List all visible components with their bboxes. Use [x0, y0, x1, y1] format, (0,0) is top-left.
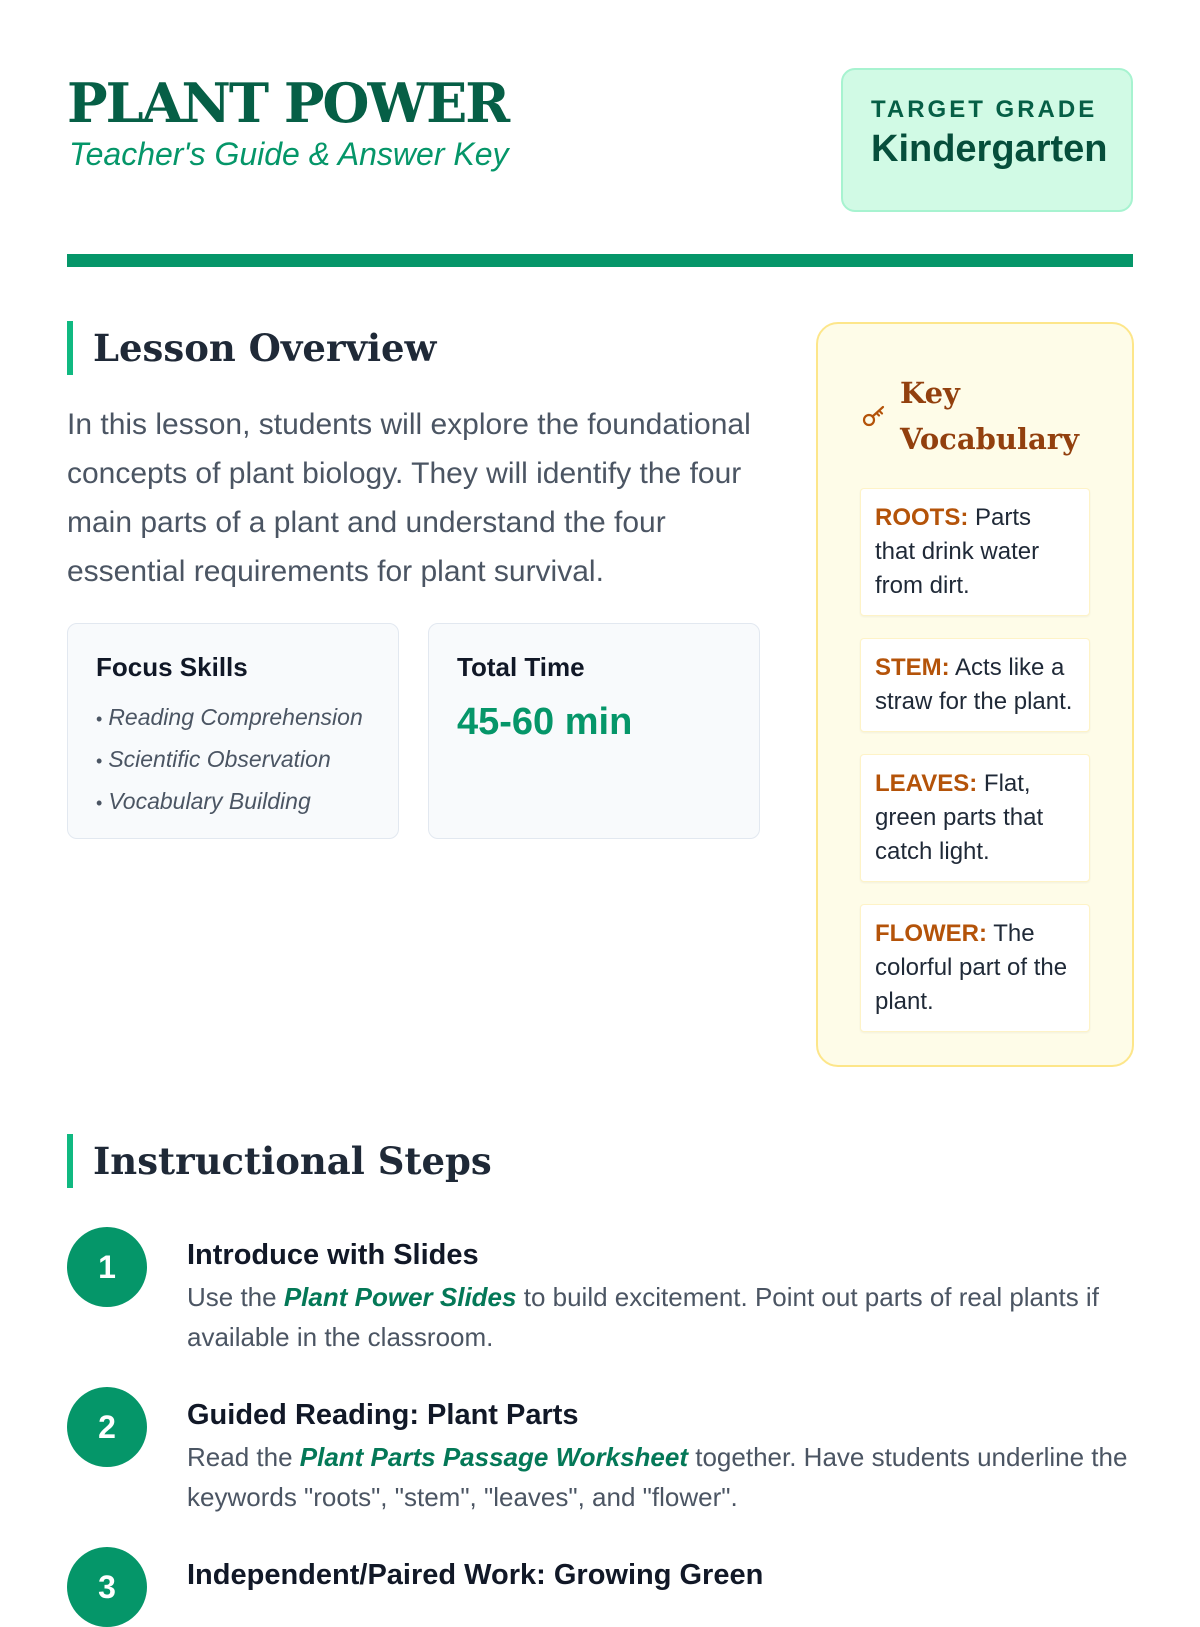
focus-skills-title: Focus Skills	[96, 652, 248, 682]
step-description	[187, 1277, 1133, 1357]
key-icon	[860, 402, 888, 430]
skill-item: • Vocabulary Building	[96, 781, 370, 823]
step-number: 2	[67, 1387, 147, 1467]
page-title: PLANT POWER	[67, 71, 509, 135]
page-subtitle: Teacher's Guide & Answer Key	[69, 136, 509, 172]
resource-link[interactable]: Plant Power Slides	[283, 1282, 517, 1312]
target-grade-label: TARGET GRADE	[871, 96, 1098, 123]
focus-skills-card	[67, 623, 399, 839]
step-text-pre: Use the	[187, 1282, 277, 1312]
vocab-term-definition: The colorful part of the plant.	[875, 920, 1068, 1015]
vocab-term	[860, 754, 1090, 882]
key-vocabulary-title: Key Vocabulary	[900, 376, 1079, 456]
vocab-term	[860, 638, 1090, 732]
vocab-term	[860, 904, 1090, 1032]
instructional-steps-heading: Instructional Steps	[67, 1134, 492, 1188]
step-title: Guided Reading: Plant Parts	[187, 1399, 579, 1431]
focus-skills-list	[96, 697, 370, 823]
lesson-overview-heading: Lesson Overview	[67, 321, 436, 375]
step-text-post: together. Have students underline the keywords "roots", "stem", "leaves", and "flower".	[187, 1442, 1128, 1512]
lesson-overview-text: In this lesson, students will explore the foundational concepts of plant biology. They will identify the four main parts of a plant and understand the four essential requirements for plant survival.	[67, 408, 751, 588]
step-number: 1	[67, 1227, 147, 1307]
vocab-term-definition: Acts like a straw for the plant.	[875, 654, 1073, 715]
step-body	[187, 1395, 1133, 1517]
vocab-term-word: ROOTS:	[875, 504, 969, 531]
target-grade-value: Kindergarten	[871, 128, 1108, 170]
step-title: Independent/Paired Work: Growing Green	[187, 1559, 764, 1591]
header-divider	[67, 254, 1133, 267]
total-time-title: Total Time	[457, 652, 585, 682]
target-grade-badge	[841, 68, 1133, 212]
skill-item: • Scientific Observation	[96, 739, 370, 781]
step-body	[187, 1235, 1133, 1357]
vocab-term	[860, 488, 1090, 616]
vocab-term-word: LEAVES:	[875, 770, 978, 797]
step-title: Introduce with Slides	[187, 1239, 479, 1271]
step-number: 3	[67, 1547, 147, 1627]
skill-item: • Reading Comprehension	[96, 697, 370, 739]
key-vocabulary-panel	[816, 322, 1134, 1067]
key-vocabulary-header	[860, 370, 1090, 462]
vocab-term-definition: Flat, green parts that catch light.	[875, 770, 1044, 865]
step-text-pre: Read the	[187, 1442, 293, 1472]
step-body	[187, 1555, 1133, 1595]
vocab-term-definition: Parts that drink water from dirt.	[875, 504, 1040, 599]
step-description	[187, 1437, 1133, 1517]
resource-link[interactable]: Plant Parts Passage Worksheet	[299, 1442, 689, 1472]
vocab-term-word: STEM:	[875, 654, 950, 681]
vocab-term-word: FLOWER:	[875, 920, 987, 947]
step-text-post: to build excitement. Point out parts of real plants if available in the classroom.	[187, 1282, 1099, 1352]
total-time-value: 45-60 min	[457, 701, 633, 743]
total-time-card	[428, 623, 760, 839]
page-header	[67, 70, 1133, 220]
